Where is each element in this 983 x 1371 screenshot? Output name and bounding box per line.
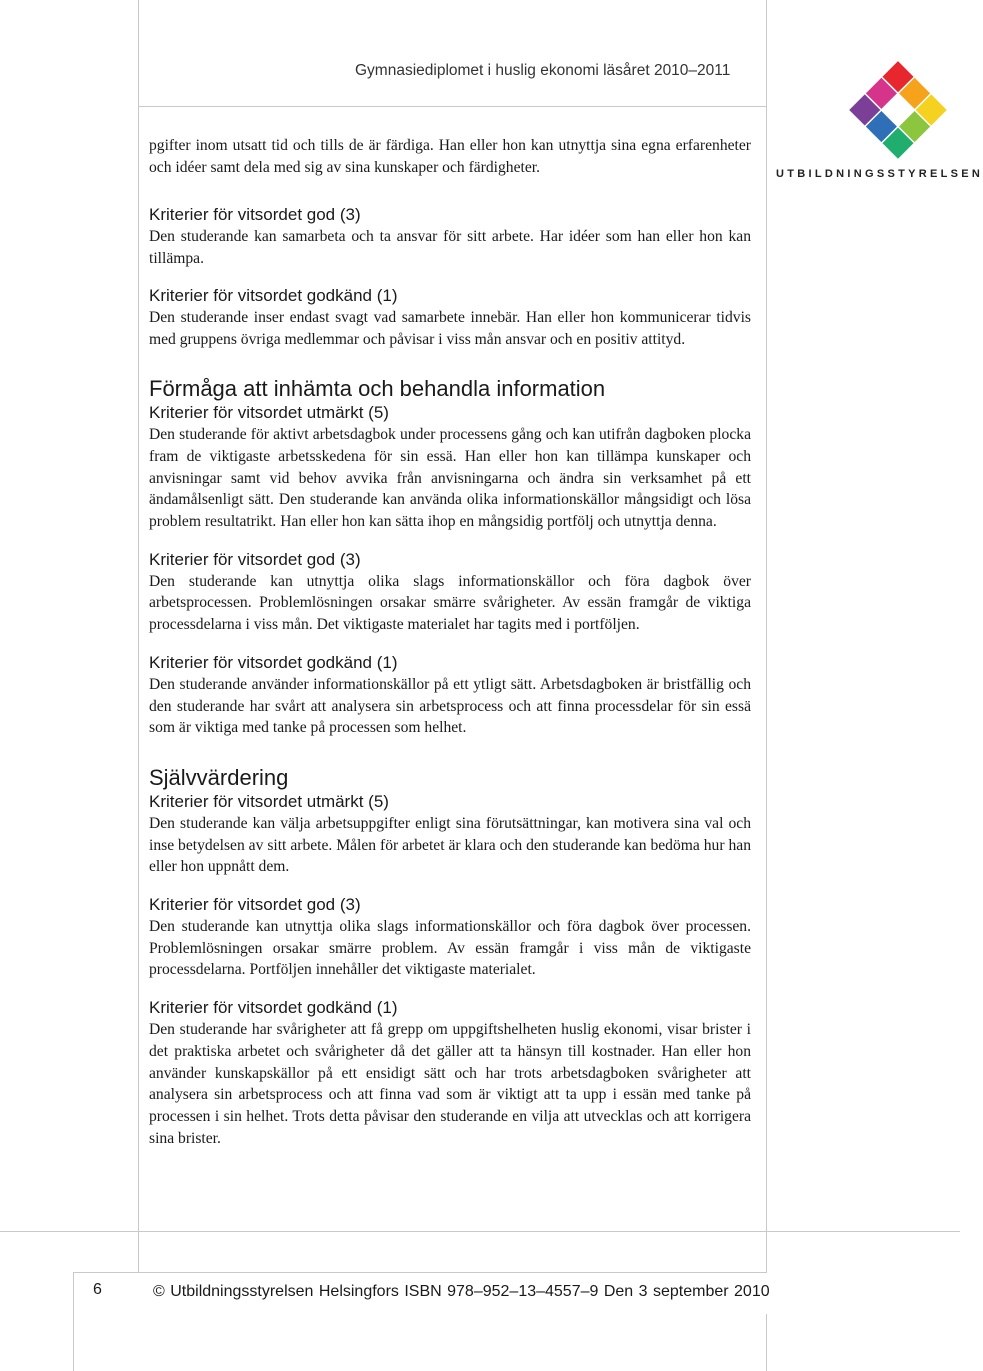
frame-rule-footer-box-left	[73, 1272, 74, 1371]
criteria-text-s3-utmarkt: Den studerande kan välja arbetsuppgifter enligt sina förutsättningar, kan motivera sina val och inse betydelsen av sitt arbete. Målen för arbetet är klara och den studerande kan bedöma hur han eller hon uppnått dem.	[149, 814, 751, 876]
frame-rule-left-top	[138, 0, 139, 1272]
criteria-heading-s2-god: Kriterier för vitsordet god (3)	[149, 549, 361, 569]
footer-imprint: © Utbildningsstyrelsen Helsingfors ISBN 978–952–13–4557–9 Den 3 september 2010	[153, 1283, 770, 1300]
criteria-heading-s3-god: Kriterier för vitsordet god (3)	[149, 895, 361, 915]
criteria-heading-s2-godkand: Kriterier för vitsordet godkänd (1)	[149, 652, 398, 672]
criteria-text-s1-god: Den studerande kan samarbeta och ta ansvar för sitt arbete. Har idéer som han eller hon kan tillämpa.	[149, 228, 751, 268]
frame-rule-right-top	[766, 0, 767, 1272]
logo-diamond-icon	[776, 60, 960, 164]
criteria-heading-s1-godkand: Kriterier för vitsordet godkänd (1)	[149, 285, 398, 305]
criteria-text-s2-utmarkt: Den studerande för aktivt arbetsdagbok under processens gång och kan utifrån dagboken plocka fram de viktigaste arbetsskedena för sin essä. Han eller hon kan tillämpa kunskaper och anvisningar samt vid behov avvika från anvisningarna och ändra sin verksamhet på ett ändamålsenligt sätt. Den studerande kan använda olika informationskällor mångsidigt och lösa problem resultatrikt. Han eller hon kan sätta ihop en mångsidig portfölj och utnyttja denna.	[149, 426, 751, 531]
section-title-sjalvvardering: Självvärdering	[149, 764, 289, 790]
criteria-text-s3-god: Den studerande kan utnyttja olika slags informationskällor och föra dagbok över processen. Problemlösningen orsakar smärre problem. Av essän framgår i viss mån de viktigaste processdelarna. Portföljen innehåller det viktigaste materialet.	[149, 918, 751, 979]
criteria-text-s3-godkand: Den studerande har svårigheter att få grepp om uppgiftshelheten huslig ekonomi, visar brister i det praktiska arbetet och svårigheter då det gäller att ta hänsyn till kostnader. Han eller hon använder kunskapskällor på ett ensidigt sätt och har trots arbetsdagboken svårigheter att analysera sin arbetsprocess och att finna vad som är viktigt att ta upp i essän med tanke på processen i sin helhet. Trots detta påvisar den studerande en vilja att utvecklas och att korrigera sina brister.	[149, 1021, 751, 1147]
paragraph-continued: pgifter inom utsatt tid och tills de är färdiga. Han eller hon kan utnyttja sina egna erfarenheter och idéer samt dela med sig av sina kunskaper och färdigheter.	[149, 137, 751, 176]
frame-rule-header-bottom	[138, 106, 767, 107]
criteria-heading-s3-utmarkt: Kriterier för vitsordet utmärkt (5)	[149, 791, 389, 811]
frame-rule-footer-box-right	[766, 1314, 767, 1371]
criteria-heading-s1-god: Kriterier för vitsordet god (3)	[149, 205, 361, 225]
logo-wordmark: UTBILDNINGSSTYRELSEN	[776, 168, 983, 180]
page-content	[149, 135, 751, 1149]
criteria-text-s2-god: Den studerande kan utnyttja olika slags informationskällor och föra dagbok över arbetsprocessen. Problemlösningen orsakar smärre svårigheter. Av essän framgår de viktiga processdelarna i viss mån. Det viktigaste materialet har tagits med i portföljen.	[149, 572, 751, 634]
criteria-text-s1-godkand: Den studerande inser endast svagt vad samarbete innebär. Han eller hon kommunicerar tidvis med gruppens övriga medlemmar och påvisar i viss mån ansvar och en positiv attityd.	[149, 308, 751, 348]
running-header: Gymnasiediplomet i huslig ekonomi läsåret 2010–2011	[355, 62, 731, 79]
criteria-heading-s2-utmarkt: Kriterier för vitsordet utmärkt (5)	[149, 403, 389, 423]
frame-rule-footer-top	[0, 1231, 960, 1232]
page-number: 6	[93, 1281, 102, 1298]
section-title-information: Förmåga att inhämta och behandla information	[149, 376, 606, 402]
criteria-heading-s3-godkand: Kriterier för vitsordet godkänd (1)	[149, 998, 398, 1018]
frame-rule-footer-box-top	[73, 1272, 767, 1273]
criteria-text-s2-godkand: Den studerande använder informationskällor på ett ytligt sätt. Arbetsdagboken är bristfällig och den studerande har svårt att analysera sin arbetsprocess och att finna processdelar för sin essä som är viktiga med tanke på processen som helhet.	[149, 675, 751, 737]
utbildningsstyrelsen-logo	[776, 60, 983, 185]
